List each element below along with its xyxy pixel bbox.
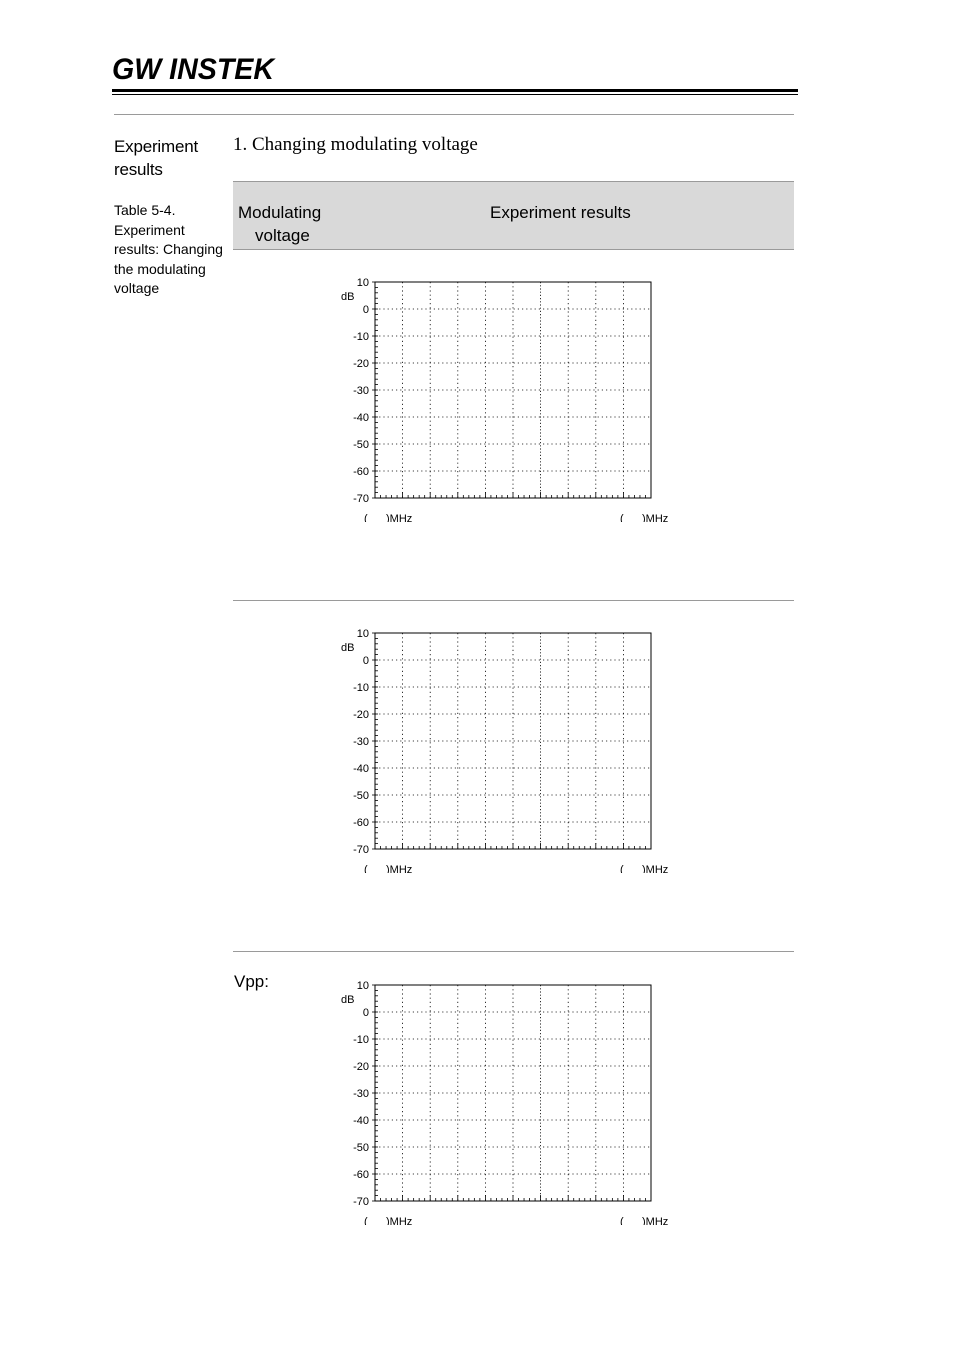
y-tick-label: -60 [353, 817, 369, 829]
y-tick-label: 0 [362, 655, 369, 667]
y-tick-label: -70 [353, 844, 369, 856]
row-separator [233, 951, 794, 952]
x-axis-left-label: ( )MHz [364, 1216, 413, 1225]
y-tick-label: -10 [353, 1034, 369, 1046]
section-top-rule [114, 114, 794, 115]
table-header [233, 182, 794, 249]
plot-frame [375, 282, 651, 498]
chart-svg [336, 623, 676, 873]
y-tick-label: -10 [353, 331, 369, 343]
chart-svg [336, 975, 676, 1225]
y-tick-label: -20 [353, 709, 369, 721]
plot-frame [375, 633, 651, 849]
plot-frame [375, 985, 651, 1201]
y-tick-label: -30 [353, 385, 369, 397]
gw-instek-logo [112, 52, 282, 84]
side-heading: Experiment results [114, 137, 198, 179]
y-tick-label: 0 [362, 1007, 369, 1019]
y-tick-label: 10 [356, 277, 369, 289]
column-header-line: voltage [255, 226, 310, 245]
column-header-line: Modulating [238, 203, 322, 222]
y-tick-label: -50 [353, 439, 369, 451]
y-tick-label: -50 [353, 790, 369, 802]
y-tick-label: -20 [353, 1061, 369, 1073]
spectrum-chart-1 [336, 272, 676, 522]
y-tick-label: -30 [353, 1088, 369, 1100]
y-tick-label: 0 [362, 304, 369, 316]
y-axis-label: dB [341, 642, 355, 654]
x-axis-right-label: ( )MHz [620, 1216, 669, 1225]
section-title: 1. Changing modulating voltage [233, 134, 478, 155]
chart-svg [336, 272, 676, 522]
x-axis-left-label: ( )MHz [364, 864, 413, 873]
y-tick-label: 10 [356, 980, 369, 992]
row-separator [233, 600, 794, 601]
y-tick-label: -40 [353, 412, 369, 424]
x-axis-left-label: ( )MHz [364, 513, 413, 522]
row-voltage-label: Vpp: [234, 972, 269, 991]
y-axis-label: dB [341, 291, 355, 303]
spectrum-chart-2 [336, 623, 676, 873]
brand-logo-text: GW INSTEK [112, 53, 277, 84]
spectrum-chart-3 [336, 975, 676, 1225]
y-tick-label: -60 [353, 1169, 369, 1181]
y-axis-label: dB [341, 994, 355, 1006]
table-caption: Table 5-4. Experiment results: Changing the modulating voltage [114, 202, 223, 296]
header-rule-thin [112, 94, 798, 95]
x-axis-right-label: ( )MHz [620, 513, 669, 522]
y-tick-label: -50 [353, 1142, 369, 1154]
table-header-bottom-rule [233, 249, 794, 250]
y-tick-label: -10 [353, 682, 369, 694]
x-axis-right-label: ( )MHz [620, 864, 669, 873]
y-tick-label: 10 [356, 628, 369, 640]
header-rule [112, 89, 798, 92]
y-tick-label: -70 [353, 1196, 369, 1208]
column-header-modulating-voltage [238, 201, 321, 247]
y-tick-label: -70 [353, 493, 369, 505]
y-tick-label: -30 [353, 736, 369, 748]
y-tick-label: -40 [353, 763, 369, 775]
column-header-experiment-results: Experiment results [490, 203, 631, 222]
y-tick-label: -60 [353, 466, 369, 478]
table-top-rule [233, 181, 794, 182]
y-tick-label: -20 [353, 358, 369, 370]
y-tick-label: -40 [353, 1115, 369, 1127]
